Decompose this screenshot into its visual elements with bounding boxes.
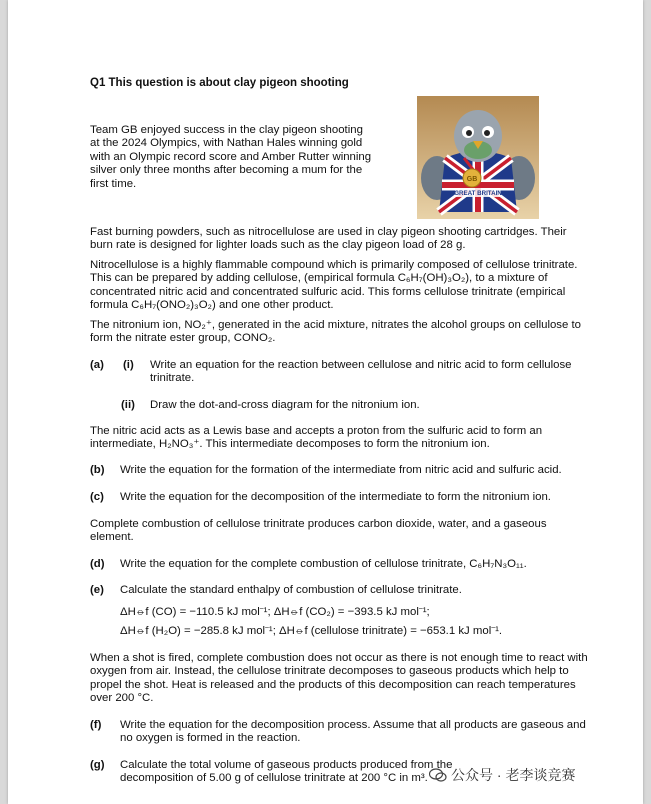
part-b-label: (b) bbox=[90, 464, 105, 476]
pigeon-mascot-icon bbox=[417, 96, 539, 219]
part-a-i-text: Write an equation for the reaction between cellulose and nitric acid to form cellulose trinitrate. bbox=[150, 359, 572, 385]
wechat-icon bbox=[429, 768, 447, 782]
part-a-ii-label: (ii) bbox=[121, 399, 135, 411]
part-g-label: (g) bbox=[90, 759, 105, 771]
paragraph-shot-fired: When a shot is fired, complete combustion does not occur as there is not enough time to react with oxygen from air. Instead, the cellulose trinitrate decomposes to gaseous products which help to propel the shot. Heat is released and the products of this decomposition can reach temperatures over 200 °C. bbox=[90, 652, 588, 705]
part-f-label: (f) bbox=[90, 719, 102, 731]
pigeon-illustration bbox=[417, 96, 539, 219]
paragraph-lewis-base: The nitric acid acts as a Lewis base and accepts a proton from the sulfuric acid to form an intermediate, H₂NO₃⁺. This intermediate decomposes to form the nitronium ion. bbox=[90, 425, 543, 451]
part-g-text: Calculate the total volume of gaseous products produced from the decomposition of 5.00 g of cellulose trinitrate at 200 °C in m³. bbox=[120, 759, 453, 785]
part-a-label: (a) bbox=[90, 359, 104, 371]
question-title: Q1 This question is about clay pigeon shooting bbox=[90, 77, 349, 89]
part-a-i-label: (i) bbox=[123, 359, 134, 371]
part-c-label: (c) bbox=[90, 491, 104, 503]
part-f-text: Write the equation for the decomposition process. Assume that all products are gaseous and no oxygen is formed in the reaction. bbox=[120, 719, 586, 745]
intro-paragraph: Team GB enjoyed success in the clay pigeon shooting at the 2024 Olympics, with Nathan Hales winning gold with an Olympic record score and Amber Rutter winning silver only three months after becoming a mum for the first time. bbox=[90, 124, 372, 190]
paragraph-nitronium: The nitronium ion, NO₂⁺, generated in the acid mixture, nitrates the alcohol groups on cellulose to form the nitrate ester group, CONO₂. bbox=[90, 319, 582, 345]
part-d-text: Write the equation for the complete combustion of cellulose trinitrate, C₆H₇N₃O₁₁. bbox=[120, 558, 527, 570]
part-c-text: Write the equation for the decomposition of the intermediate to form the nitronium ion. bbox=[120, 491, 551, 503]
part-d-label: (d) bbox=[90, 558, 105, 570]
document-page bbox=[8, 0, 643, 804]
watermark bbox=[429, 765, 575, 785]
sash-text: GREAT BRITAIN bbox=[454, 190, 502, 197]
enthalpy-data-line-2: ΔH⦵f (H₂O) = −285.8 kJ mol⁻¹; ΔH⦵f (cellulose trinitrate) = −653.1 kJ mol⁻¹. bbox=[120, 625, 503, 637]
paragraph-nitrocellulose: Nitrocellulose is a highly flammable compound which is primarily composed of cellulose trinitrate. This can be prepared by adding cellulose, (empirical formula C₆H₇(OH)₃O₂), to a mixture of concentrated nitric acid and concentrated sulfuric acid. This forms cellulose trinitrate (empirical formula C₆H₇(ONO₂)₃O₂) and one other product. bbox=[90, 259, 578, 312]
paragraph-combustion: Complete combustion of cellulose trinitrate produces carbon dioxide, water, and a gaseous element. bbox=[90, 518, 547, 544]
part-b-text: Write the equation for the formation of the intermediate from nitric acid and sulfuric acid. bbox=[120, 464, 562, 476]
part-a-ii-text: Draw the dot-and-cross diagram for the nitronium ion. bbox=[150, 399, 420, 411]
watermark-text: 公众号 · 老李谈竞赛 bbox=[451, 767, 576, 783]
part-e-text: Calculate the standard enthalpy of combustion of cellulose trinitrate. bbox=[120, 584, 462, 596]
enthalpy-data-line-1: ΔH⦵f (CO) = −110.5 kJ mol⁻¹; ΔH⦵f (CO₂) = −393.5 kJ mol⁻¹; bbox=[120, 606, 430, 618]
medal-text: GB bbox=[466, 176, 478, 183]
paragraph-burn-rate: Fast burning powders, such as nitrocellulose are used in clay pigeon shooting cartridges. Their burn rate is designed for lighter loads such as the clay pigeon load of 28 g. bbox=[90, 226, 567, 252]
part-e-label: (e) bbox=[90, 584, 104, 596]
